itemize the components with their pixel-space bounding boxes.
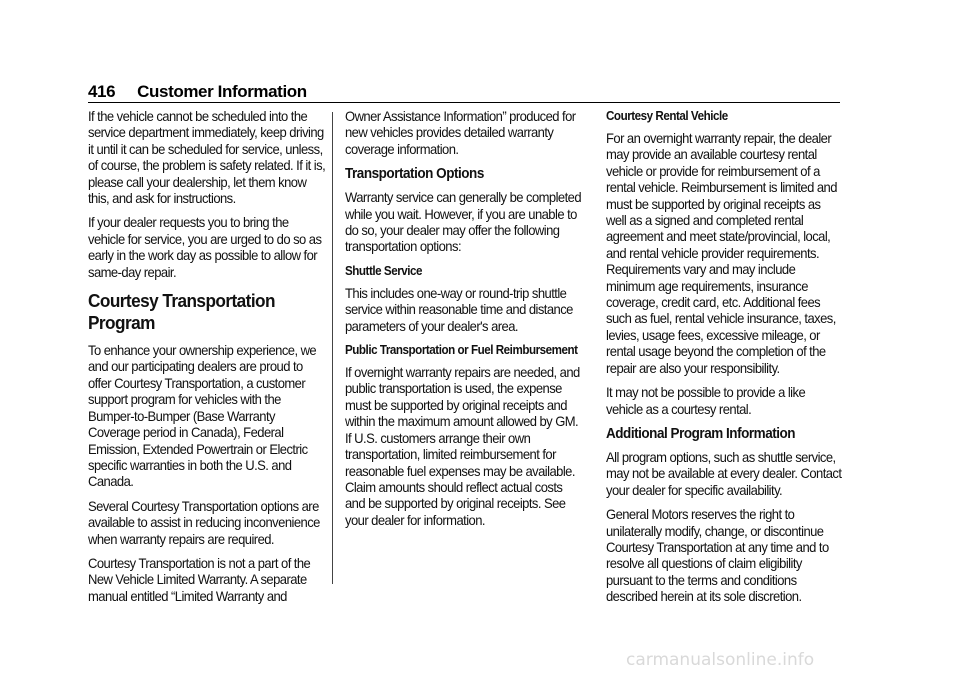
paragraph: To enhance your ownership experience, we and our participating dealers are proud to offer Courtesy Transportation, a customer support program for vehicles with the Bumper-to-Bumper (Base Warranty Coverage period in Canada), Federal Emission, Extended Powertrain or Electric specific warranties in both the U.S. and Canada. <box>88 342 317 490</box>
page-header <box>88 82 307 102</box>
column-right <box>606 108 843 613</box>
column-left <box>88 108 325 612</box>
paragraph: All program options, such as shuttle service, may not be available at every dealer. Contact your dealer for specific availability. <box>606 448 842 498</box>
column-divider <box>332 112 333 584</box>
subsection-heading: Transportation Options <box>345 166 484 183</box>
paragraph: If the vehicle cannot be scheduled into the service department immediately, keep driving it until it can be scheduled for service, unless, of course, the problem is safety related. If it is, please call your dealership, let them know this, and ask for instructions. <box>88 108 326 207</box>
column-middle <box>345 108 582 536</box>
paragraph: General Motors reserves the right to unilaterally modify, change, or discontinue Courtesy Transportation at any time and to resolve all questions of claim eligibility pursuant to the terms and conditions described herein at its sole discretion. <box>606 506 829 605</box>
header-rule <box>88 102 840 103</box>
paragraph: This includes one-way or round-trip shuttle service within reasonable time and distance parameters of your dealer's area. <box>345 284 573 334</box>
paragraph: Owner Assistance Information” produced for new vehicles provides detailed warranty coverage information. <box>345 108 576 157</box>
paragraph: Courtesy Transportation is not a part of the New Vehicle Limited Warranty. A separate manual entitled “Limited Warranty and <box>88 554 311 604</box>
paragraph: If overnight warranty repairs are needed, and public transportation is used, the expense must be supported by original receipts and within the maximum amount allowed by GM. If U.S. customers arrange their own transportation, limited reimbursement for reasonable fuel expenses may be available. Claim amounts should reflect actual costs and be supported by original receipts. See your dealer for information. <box>345 364 580 528</box>
subsection-heading: Additional Program Information <box>606 425 796 442</box>
paragraph: Warranty service can generally be completed while you wait. However, if you are unable to do so, your dealer may offer the following transportation options: <box>345 189 582 255</box>
option-heading: Shuttle Service <box>345 263 423 278</box>
option-heading: Courtesy Rental Vehicle <box>606 109 728 123</box>
watermark-text: carmanualsonline.info <box>626 650 815 670</box>
page-number: 416 <box>88 82 116 101</box>
paragraph: Several Courtesy Transportation options are available to assist in reducing inconvenience when warranty repairs are required. <box>88 497 320 547</box>
paragraph: If your dealer requests you to bring the vehicle for service, you are urged to do so as early in the work day as possible to allow for same-day repair. <box>88 214 322 280</box>
paragraph: For an overnight warranty repair, the dealer may provide an available courtesy rental vehicle or provide for reimbursement of a rental vehicle. Reimbursement is limited and must be supported by original receipts as well as a signed and completed rental agreement and meet state/provincial, local, and rental vehicle provider requirements. Requirements vary and may include minimum age requirements, insurance coverage, credit card, etc. Additional fees such as fuel, rental vehicle insurance, taxes, levies, usage fees, excessive mileage, or rental usage beyond the completion of the repair are also your responsibility. <box>606 130 837 376</box>
paragraph: It may not be possible to provide a like vehicle as a courtesy rental. <box>606 384 806 417</box>
section-heading: Courtesy Transportation Program <box>88 290 275 334</box>
option-heading: Public Transportation or Fuel Reimbursement <box>345 343 578 358</box>
section-title: Customer Information <box>137 82 307 101</box>
